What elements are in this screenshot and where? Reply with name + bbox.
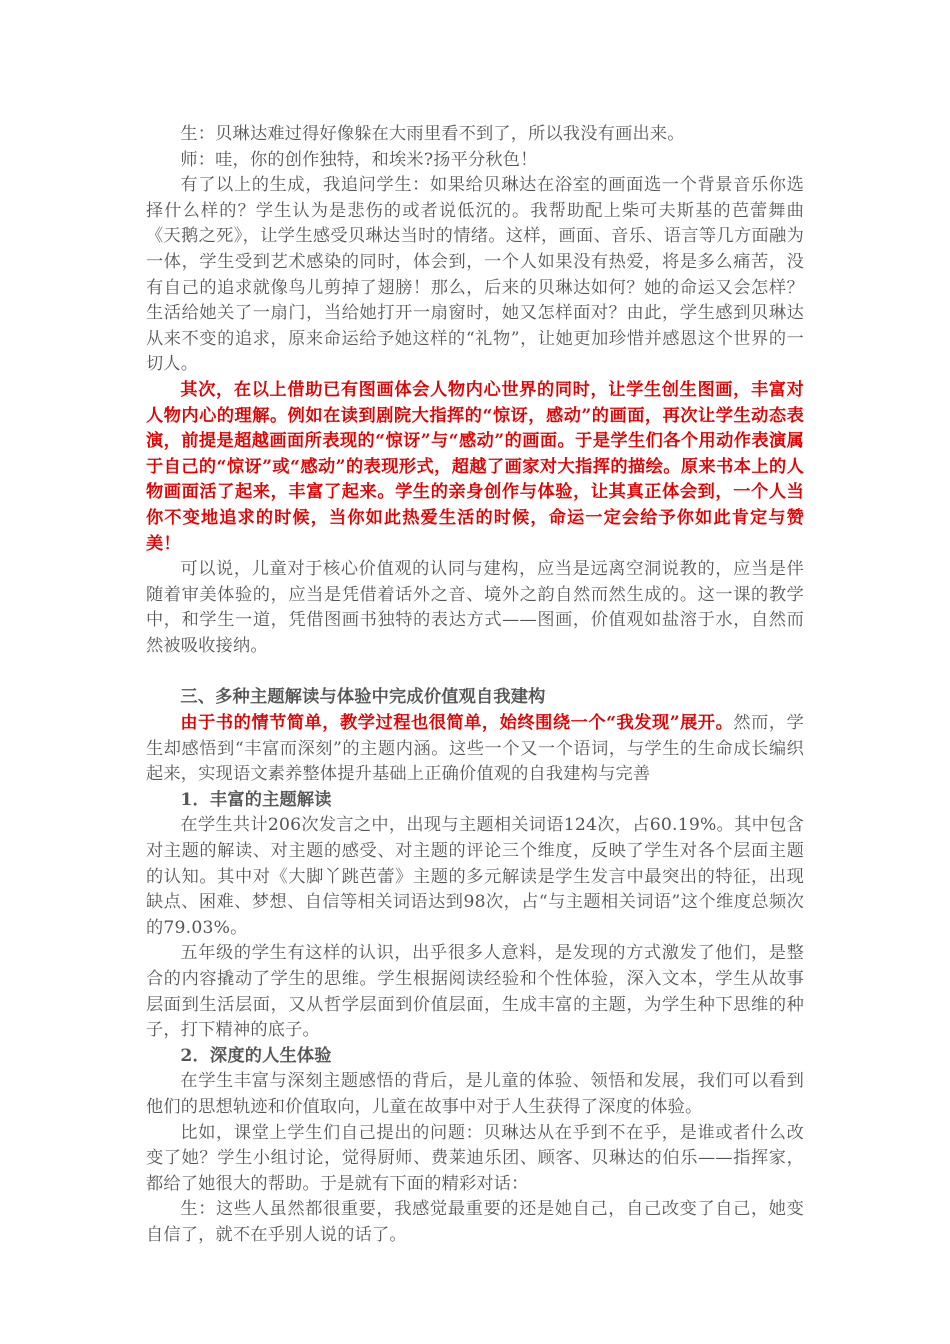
red-lead-sentence: 由于书的情节简单，教学过程也很简单，始终围绕一个“我发现”展开。 — [180, 713, 734, 734]
paragraph-continuation: 然而，学生却感悟到“丰富而深刻”的主题内涵。这些一个又一个语词，与学生的生命成长编织起来，实现语文素养整体提升基础上正确价值观的自我建构与完善 — [146, 713, 804, 785]
body-paragraph-discovery — [146, 711, 804, 788]
dialogue-student-2: 生：这些人虽然都很重要，我感觉最重要的还是她自己，自己改变了自己，她变自信了，就不在乎别人说的话了。 — [146, 1199, 804, 1245]
body-paragraph-music: 有了以上的生成，我追问学生：如果给贝琳达在浴室的画面选一个背景音乐你选择什么样的？学生认为是悲伤的或者说低沉的。我帮助配上柴可夫斯基的芭蕾舞曲《天鹅之死》，让学生感受贝琳达当时的情绪。这样，画面、音乐、语言等几方面融为一体，学生受到艺术感染的同时，体会到，一个人如果没有热爱，将是多么痛苦，没有自己的追求就像鸟儿剪掉了翅膀！那么，后来的贝琳达如何？她的命运又会怎样？生活给她关了一扇门，当给她打开一扇窗时，她又怎样面对？由此，学生感到贝琳达从来不变的追求，原来命运给予她这样的“礼物”，让她更加珍惜并感恩这个世界的一切人。 — [146, 175, 804, 375]
section-heading-3: 三、多种主题解读与体验中完成价值观自我建构 — [180, 687, 546, 708]
body-paragraph-statistics: 在学生共计206次发言之中，出现与主题相关词语124次，占60.19%。其中包含对主题的解读、对主题的感受、对主题的评论三个维度，反映了学生对各个层面主题的认知。其中对《大脚丫跳芭蕾》主题的多元解读是学生发言中最突出的特征，出现缺点、困难、梦想、自信等相关词语达到98次，占“与主题相关词语”这个维度总频次的79.03%。 — [146, 815, 804, 938]
section-gap — [146, 659, 804, 685]
body-paragraph-experience: 在学生丰富与深刻主题感悟的背后，是儿童的体验、领悟和发展，我们可以看到他们的思想轨迹和价值取向，儿童在故事中对于人生获得了深度的体验。 — [146, 1071, 804, 1117]
body-paragraph-red-emphasis: 其次，在以上借助已有图画体会人物内心世界的同时，让学生创生图画，丰富对人物内心的理解。例如在读到剧院大指挥的“惊讶，感动”的画面，再次让学生动态表演，前提是超越画面所表现的“惊讶”与“感动”的画面。于是学生们各个用动作表演属于自己的“惊讶”或“感动”的表现形式，超越了画家对大指挥的描绘。原来书本上的人物画面活了起来，丰富了起来。学生的亲身创作与体验，让其真正体会到，一个人当你不变地追求的时候，当你如此热爱生活的时候，命运一定会给予你如此肯定与赞美！ — [146, 379, 804, 554]
subheading-2: 2．深度的人生体验 — [180, 1045, 332, 1066]
subheading-1: 1．丰富的主题解读 — [180, 789, 332, 810]
body-paragraph-fifth-grade: 五年级的学生有这样的认识，出乎很多人意料，是发现的方式激发了他们，是整合的内容撬动了学生的思维。学生根据阅读经验和个性体验，深入文本，学生从故事层面到生活层面，又从哲学层面到价值层面，生成丰富的主题，为学生种下思维的种子，打下精神的底子。 — [146, 943, 804, 1041]
dialogue-teacher-1: 师：哇，你的创作独特，和埃米?扬平分秋色！ — [180, 149, 538, 170]
body-paragraph-example: 比如，课堂上学生们自己提出的问题：贝琳达从在乎到不在乎，是谁或者什么改变了她？学生小组讨论，觉得厨师、费莱迪乐团、顾客、贝琳达的伯乐——指挥家，都给了她很大的帮助。于是就有下面的精彩对话： — [146, 1122, 804, 1194]
body-paragraph-values: 可以说，儿童对于核心价值观的认同与建构，应当是远离空洞说教的，应当是伴随着审美体验的，应当是凭借着话外之音、境外之韵自然而然生成的。这一课的教学中，和学生一道，凭借图画书独特的表达方式——图画，价值观如盐溶于水，自然而然被吸收接纳。 — [146, 559, 804, 656]
dialogue-student-1: 生：贝琳达难过得好像躲在大雨里看不到了，所以我没有画出来。 — [180, 124, 685, 144]
